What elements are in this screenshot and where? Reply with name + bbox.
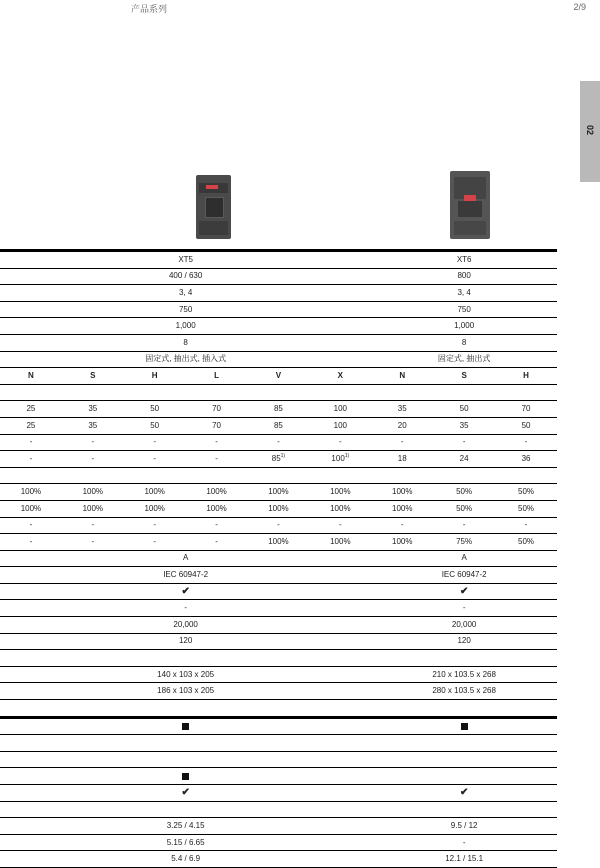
- table-cell: 50%: [495, 484, 557, 501]
- xt6-value: A: [371, 550, 557, 567]
- table-row: [0, 467, 557, 484]
- table-row: [0, 633, 557, 650]
- xt5-value: 1,000: [0, 318, 371, 335]
- table-row: [0, 351, 557, 368]
- table-row: [0, 683, 557, 700]
- column-header: S: [62, 368, 124, 385]
- filled-square-icon: [182, 773, 189, 780]
- check-icon: ✔: [459, 786, 469, 798]
- table-cell: 36: [495, 451, 557, 468]
- xt6-value: 120: [371, 633, 557, 650]
- table-row: [0, 583, 557, 600]
- table-cell: 100%: [248, 484, 310, 501]
- table-cell: 24: [433, 451, 495, 468]
- column-header: L: [186, 368, 248, 385]
- table-row: [0, 268, 557, 285]
- section-tab: [580, 81, 600, 182]
- blank-cell: [0, 735, 557, 752]
- xt6-value: 8: [371, 334, 557, 351]
- xt6-value: -: [371, 600, 557, 617]
- check-icon: ✔: [181, 585, 190, 597]
- table-cell: 100$^{1)}$: [309, 451, 371, 468]
- blank-cell: [0, 751, 557, 768]
- table-cell: 35: [371, 401, 433, 418]
- table-cell: 100%: [309, 484, 371, 501]
- xt5-value: 400 / 630: [0, 268, 371, 285]
- blank-cell: [0, 467, 557, 484]
- table-cell: 100%: [309, 534, 371, 551]
- table-cell: 18: [371, 451, 433, 468]
- xt6-value: 固定式, 抽出式: [371, 351, 557, 368]
- table-cell: -: [124, 534, 186, 551]
- table-cell: 50: [124, 417, 186, 434]
- xt5-value: 750: [0, 301, 371, 318]
- table-row: [0, 818, 557, 835]
- table-cell: 100: [309, 401, 371, 418]
- column-header: X: [309, 368, 371, 385]
- table-row: [0, 251, 557, 269]
- xt6-value: 750: [371, 301, 557, 318]
- xt5-breaker-image: [196, 175, 231, 239]
- table-row: [0, 534, 557, 551]
- table-cell: -: [0, 517, 62, 534]
- xt5-value: 3, 4: [0, 285, 371, 302]
- table-cell: 100%: [248, 534, 310, 551]
- table-cell: 70: [495, 401, 557, 418]
- xt5-value: [0, 583, 371, 600]
- table-row: [0, 334, 557, 351]
- table-cell: 50%: [495, 500, 557, 517]
- table-cell: -: [62, 451, 124, 468]
- table-cell: 50: [495, 417, 557, 434]
- xt5-value: 5.15 / 6.65: [0, 834, 371, 851]
- blank-cell: [0, 384, 557, 401]
- table-cell: -: [186, 451, 248, 468]
- xt5-value: [0, 768, 371, 785]
- xt6-value: [371, 717, 557, 735]
- table-row: [0, 384, 557, 401]
- table-row: [0, 801, 557, 818]
- xt5-value: 固定式, 抽出式, 插入式: [0, 351, 371, 368]
- xt6-value: 9.5 / 12: [371, 818, 557, 835]
- filled-square-icon: [461, 723, 468, 730]
- column-header: V: [248, 368, 310, 385]
- table-row: [0, 301, 557, 318]
- table-row: [0, 285, 557, 302]
- xt6-value: 1,000: [371, 318, 557, 335]
- xt5-value: 3.25 / 4.15: [0, 818, 371, 835]
- table-row: [0, 834, 557, 851]
- table-cell: 100%: [248, 500, 310, 517]
- table-cell: -: [371, 434, 433, 451]
- spec-table: [0, 249, 557, 868]
- table-row: [0, 768, 557, 785]
- table-cell: 35: [433, 417, 495, 434]
- table-row: [0, 851, 557, 868]
- xt6-value: 800: [371, 268, 557, 285]
- table-cell: -: [495, 434, 557, 451]
- table-cell: 100%: [309, 500, 371, 517]
- xt6-value: IEC 60947-2: [371, 567, 557, 584]
- xt5-value: 8: [0, 334, 371, 351]
- table-cell: 100%: [124, 484, 186, 501]
- table-row: [0, 318, 557, 335]
- table-cell: -: [186, 434, 248, 451]
- table-cell: -: [371, 517, 433, 534]
- table-cell: -: [309, 434, 371, 451]
- xt6-value: XT6: [371, 251, 557, 269]
- table-cell: 50: [433, 401, 495, 418]
- table-cell: 20: [371, 417, 433, 434]
- table-row: [0, 567, 557, 584]
- table-cell: 85: [248, 417, 310, 434]
- table-row: [0, 368, 557, 385]
- table-cell: -: [0, 451, 62, 468]
- xt6-value: 210 x 103.5 x 268: [371, 666, 557, 683]
- xt6-value: 20,000: [371, 617, 557, 634]
- table-cell: 100%: [186, 484, 248, 501]
- table-cell: 35: [62, 417, 124, 434]
- table-cell: 75%: [433, 534, 495, 551]
- table-cell: -: [0, 534, 62, 551]
- table-cell: 100%: [371, 484, 433, 501]
- xt5-value: [0, 717, 371, 735]
- xt5-value: 20,000: [0, 617, 371, 634]
- table-cell: -: [124, 517, 186, 534]
- table-cell: -: [248, 434, 310, 451]
- xt6-value: [371, 768, 557, 785]
- xt6-value: [371, 583, 557, 600]
- table-row: [0, 451, 557, 468]
- table-cell: -: [186, 534, 248, 551]
- table-cell: 70: [186, 401, 248, 418]
- check-icon: ✔: [459, 585, 469, 597]
- footnote-marker: 1): [280, 452, 286, 459]
- table-cell: 100%: [186, 500, 248, 517]
- table-cell: 100%: [62, 500, 124, 517]
- table-cell: 50: [124, 401, 186, 418]
- table-row: [0, 500, 557, 517]
- table-cell: 100%: [0, 484, 62, 501]
- table-row: [0, 785, 557, 802]
- table-row: [0, 417, 557, 434]
- xt6-value: [371, 785, 557, 802]
- table-row: [0, 517, 557, 534]
- column-header: N: [0, 368, 62, 385]
- table-row: [0, 717, 557, 735]
- table-row: [0, 666, 557, 683]
- xt5-value: [0, 785, 371, 802]
- table-cell: -: [495, 517, 557, 534]
- table-row: [0, 617, 557, 634]
- table-row: [0, 484, 557, 501]
- table-row: [0, 600, 557, 617]
- column-header: N: [371, 368, 433, 385]
- table-cell: -: [433, 434, 495, 451]
- table-cell: 25: [0, 417, 62, 434]
- table-row: [0, 550, 557, 567]
- section-tab-label: 02: [585, 124, 595, 135]
- table-cell: 85$^{1)}$: [248, 451, 310, 468]
- table-row: [0, 700, 557, 718]
- table-cell: -: [62, 534, 124, 551]
- blank-cell: [0, 700, 557, 718]
- table-cell: 100%: [371, 534, 433, 551]
- table-cell: -: [62, 517, 124, 534]
- table-row: [0, 650, 557, 667]
- xt5-value: 120: [0, 633, 371, 650]
- blank-cell: [0, 650, 557, 667]
- table-cell: -: [309, 517, 371, 534]
- table-cell: 70: [186, 417, 248, 434]
- check-icon: ✔: [181, 786, 190, 798]
- table-cell: -: [124, 434, 186, 451]
- table-cell: -: [124, 451, 186, 468]
- table-cell: 100%: [124, 500, 186, 517]
- xt6-value: 3, 4: [371, 285, 557, 302]
- xt5-value: 140 x 103 x 205: [0, 666, 371, 683]
- xt5-value: 5.4 / 6.9: [0, 851, 371, 868]
- table-cell: -: [0, 434, 62, 451]
- table-row: [0, 434, 557, 451]
- filled-square-icon: [182, 723, 189, 730]
- xt5-value: 186 x 103 x 205: [0, 683, 371, 700]
- header-title: 产品系列: [131, 4, 168, 14]
- table-row: [0, 735, 557, 752]
- xt5-value: -: [0, 600, 371, 617]
- xt6-value: 280 x 103.5 x 268: [371, 683, 557, 700]
- xt6-value: 12.1 / 15.1: [371, 851, 557, 868]
- xt6-value: -: [371, 834, 557, 851]
- xt6-breaker-image: [450, 171, 490, 239]
- footnote-marker: 1): [344, 452, 350, 459]
- table-cell: 50%: [433, 484, 495, 501]
- table-cell: 35: [62, 401, 124, 418]
- table-cell: -: [248, 517, 310, 534]
- xt5-value: XT5: [0, 251, 371, 269]
- table-cell: 100%: [62, 484, 124, 501]
- blank-cell: [0, 801, 557, 818]
- table-cell: 100%: [371, 500, 433, 517]
- table-cell: -: [433, 517, 495, 534]
- table-cell: 50%: [495, 534, 557, 551]
- xt5-value: IEC 60947-2: [0, 567, 371, 584]
- column-header: S: [433, 368, 495, 385]
- table-cell: 100%: [0, 500, 62, 517]
- table-cell: 85: [248, 401, 310, 418]
- table-cell: -: [186, 517, 248, 534]
- column-header: H: [124, 368, 186, 385]
- table-cell: 25: [0, 401, 62, 418]
- table-cell: -: [62, 434, 124, 451]
- xt5-value: A: [0, 550, 371, 567]
- page-number: 2/9: [573, 2, 586, 12]
- column-header: H: [495, 368, 557, 385]
- table-row: [0, 751, 557, 768]
- table-cell: 50%: [433, 500, 495, 517]
- table-row: [0, 401, 557, 418]
- table-cell: 100: [309, 417, 371, 434]
